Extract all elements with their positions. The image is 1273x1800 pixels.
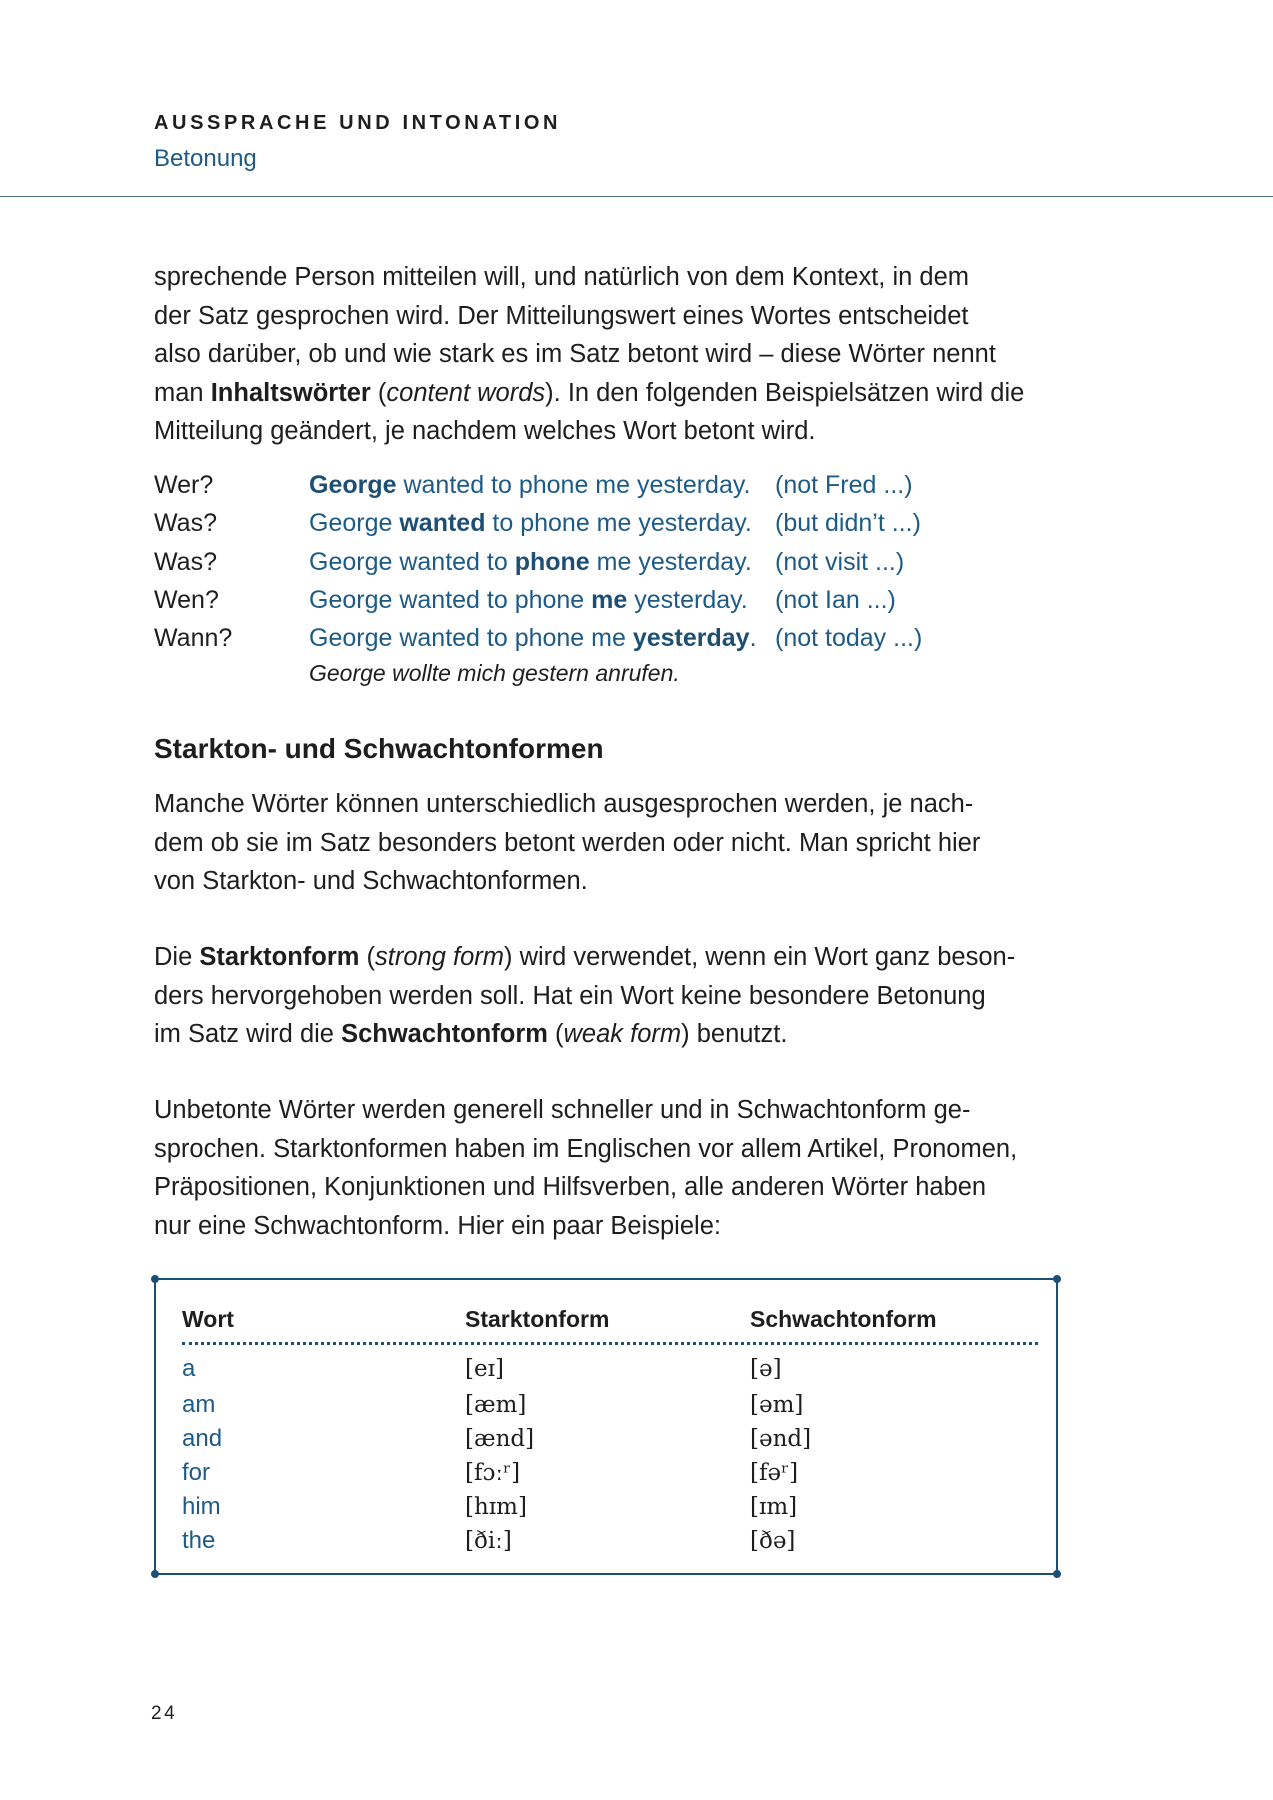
weak-form-cell: [fəʳ] [750, 1460, 799, 1486]
example-sentence: George wanted to phone me yesterday. [309, 509, 752, 537]
table-row [156, 1524, 1056, 1558]
column-header-weak: Schwachtonform [750, 1306, 937, 1332]
example-note: (not Ian ...) [775, 586, 896, 614]
example-sentence: George wanted to phone me yesterday. [309, 586, 748, 614]
table-row [156, 1352, 1056, 1386]
corner-dot [151, 1275, 159, 1283]
term-schwachtonform: Schwachtonform [341, 1020, 548, 1048]
section-heading: Starkton- und Schwachtonformen [154, 733, 604, 764]
page-number: 24 [151, 1703, 178, 1724]
example-translation: George wollte mich gestern anrufen. [309, 660, 680, 686]
weak-form-cell: [əm] [750, 1392, 804, 1418]
intro-line-1: sprechende Person mitteilen will, und natürlich von dem Kontext, in dem [154, 263, 970, 291]
intro-line-4: man Inhaltswörter (content words). In den folgenden Beispielsätzen wird die [154, 378, 1025, 407]
forms-table [154, 1278, 1058, 1575]
paragraph-line: ders hervorgehoben werden soll. Hat ein Wort keine besondere Betonung [154, 981, 986, 1010]
example-sentence: George wanted to phone me yesterday. [309, 548, 752, 576]
running-header-subsection: Betonung [154, 145, 257, 172]
strong-form-cell: [æm] [465, 1392, 527, 1418]
term-content-words: content words [386, 378, 546, 407]
paragraph-line: von Starkton- und Schwachtonformen. [154, 867, 588, 895]
word-cell: a [182, 1355, 196, 1382]
strong-form-cell: [fɔːʳ] [465, 1460, 521, 1486]
paragraph-line: Präpositionen, Konjunktionen und Hilfsverben, alle anderen Wörter haben [154, 1173, 987, 1201]
strong-form-cell: [hɪm] [465, 1494, 527, 1520]
table-row [156, 1456, 1056, 1490]
example-question: Wer? [154, 471, 214, 499]
term-weak-form: weak form [563, 1020, 682, 1048]
column-header-word: Wort [182, 1306, 234, 1332]
example-note: (not Fred ...) [775, 471, 913, 499]
example-row [0, 619, 1273, 657]
strong-form-cell: [ðiː] [465, 1528, 512, 1554]
paragraph-line: Manche Wörter können unterschiedlich ausgesprochen werden, je nach- [154, 790, 974, 818]
weak-form-cell: [ɪm] [750, 1494, 798, 1520]
strong-form-cell: [eɪ] [465, 1356, 504, 1382]
stressed-word: George [309, 471, 397, 499]
corner-dot [1053, 1570, 1061, 1578]
example-question: Wen? [154, 586, 219, 614]
paragraph-line: Die Starktonform (strong form) wird verwendet, wenn ein Wort ganz beson- [154, 943, 1016, 971]
weak-form-cell: [ðə] [750, 1528, 796, 1554]
word-cell: am [182, 1391, 216, 1418]
paragraph-line: nur eine Schwachtonform. Hier ein paar Beispiele: [154, 1211, 721, 1240]
weak-form-cell: [ə] [750, 1356, 782, 1382]
column-header-strong: Starktonform [465, 1306, 610, 1332]
example-row [0, 581, 1273, 619]
header-dotted-rule [182, 1342, 1038, 1345]
word-cell: for [182, 1459, 211, 1486]
table-row [156, 1490, 1056, 1524]
example-note: (but didn’t ...) [775, 509, 921, 537]
term-starktonform: Starktonform [199, 943, 360, 971]
word-cell: him [182, 1493, 221, 1520]
stressed-word: wanted [399, 509, 486, 537]
example-note: (not today ...) [775, 624, 923, 652]
running-header-section: AUSSPRACHE UND INTONATION [154, 112, 562, 134]
header-rule [0, 196, 1273, 197]
term-inhaltswoerter: Inhaltswörter [210, 378, 371, 407]
intro-line-2: der Satz gesprochen wird. Der Mitteilungswert eines Wortes entscheidet [154, 301, 969, 330]
intro-line-3: also darüber, ob und wie stark es im Satz betont wird – diese Wörter nennt [154, 340, 996, 368]
table-row [156, 1422, 1056, 1456]
stressed-word: phone [514, 548, 590, 576]
example-note: (not visit ...) [775, 548, 905, 576]
example-question: Was? [154, 548, 217, 576]
strong-form-cell: [ænd] [465, 1426, 535, 1452]
example-sentence: George wanted to phone me yesterday. [309, 471, 751, 499]
example-sentence: George wanted to phone me yesterday. [309, 624, 757, 652]
example-row [0, 466, 1273, 504]
paragraph-line: sprochen. Starktonformen haben im Englischen vor allem Artikel, Pronomen, [154, 1134, 1018, 1163]
example-row [0, 543, 1273, 581]
stressed-word: yesterday [632, 624, 750, 652]
table-row [156, 1388, 1056, 1422]
paragraph-line: dem ob sie im Satz besonders betont werden oder nicht. Man spricht hier [154, 828, 981, 857]
example-question: Wann? [154, 624, 233, 652]
stressed-word: me [591, 586, 628, 614]
paragraph-line: im Satz wird die Schwachtonform (weak form) benutzt. [154, 1020, 788, 1048]
term-strong-form: strong form [375, 943, 505, 971]
corner-dot [1053, 1275, 1061, 1283]
weak-form-cell: [ənd] [750, 1426, 812, 1452]
corner-dot [151, 1570, 159, 1578]
word-cell: the [182, 1527, 216, 1554]
paragraph-line: Unbetonte Wörter werden generell schneller und in Schwachtonform ge- [154, 1096, 971, 1124]
section-paragraph-2 [154, 938, 1074, 1054]
intro-line-5: Mitteilung geändert, je nachdem welches Wort betont wird. [154, 417, 816, 445]
section-paragraph-3 [154, 1091, 1074, 1245]
word-cell: and [182, 1425, 223, 1452]
intro-paragraph [154, 258, 1074, 451]
example-question: Was? [154, 509, 217, 537]
section-paragraph-1 [154, 785, 1074, 901]
example-row [0, 504, 1273, 542]
